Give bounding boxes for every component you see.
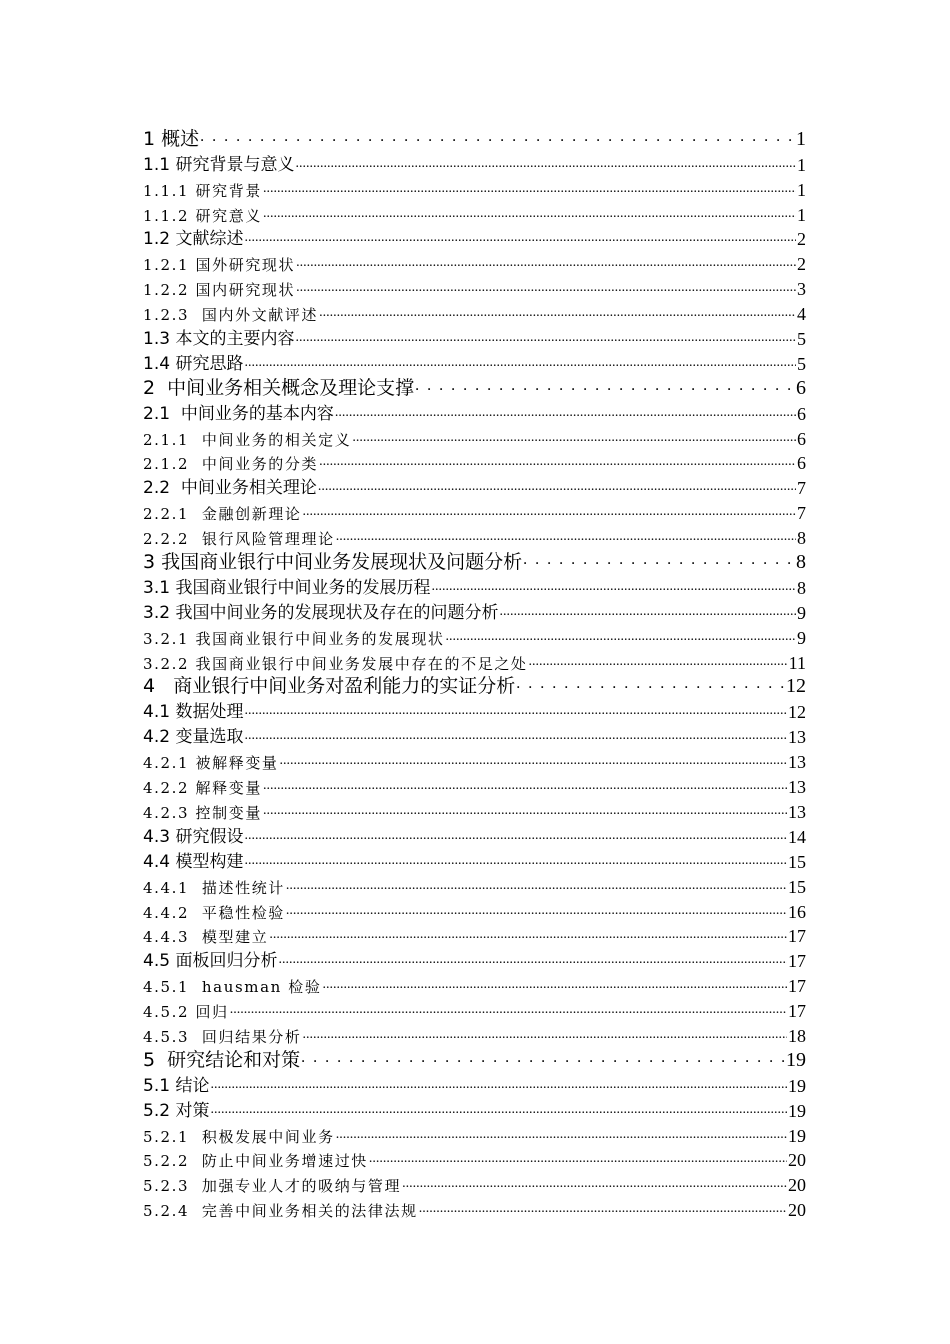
toc-entry-page-number: 20 [788, 1200, 806, 1221]
toc-entry-page-number: 13 [788, 801, 806, 822]
toc-dot-leader [210, 1103, 787, 1117]
toc-entry-title: 1.1.1 研究背景 [143, 181, 262, 200]
toc-entry-level-3[interactable] [143, 896, 806, 921]
toc-dot-leader [244, 704, 787, 718]
toc-entry-title: 1.2.2 国内研究现状 [143, 281, 296, 300]
toc-entry-title: 3.2.1 我国商业银行中间业务的发展现状 [143, 629, 445, 648]
toc-dot-leader [402, 1177, 787, 1191]
toc-entry-title: 4.2.3 控制变量 [143, 803, 262, 822]
toc-entry-page-number: 19 [788, 1125, 806, 1146]
toc-dot-leader [352, 431, 796, 445]
toc-dot-leader [301, 1050, 785, 1066]
toc-entry-title: 3.2 我国中间业务的发展现状及存在的问题分析 [143, 602, 499, 623]
toc-dot-leader [319, 455, 796, 469]
toc-entry-level-2[interactable] [143, 597, 806, 622]
toc-entry-title: 2.2 中间业务相关理论 [143, 478, 317, 499]
toc-dot-leader [523, 552, 795, 568]
toc-entry-level-2[interactable] [143, 398, 806, 423]
toc-entry-level-1[interactable] [143, 373, 806, 398]
toc-entry-page-number: 5 [797, 329, 806, 350]
toc-entry-level-2[interactable] [143, 821, 806, 846]
toc-dot-leader [296, 256, 796, 270]
toc-entry-level-2[interactable] [143, 696, 806, 721]
toc-entry-page-number: 17 [788, 951, 806, 972]
toc-entry-title: 4.2.1 被解释变量 [143, 754, 279, 773]
toc-dot-leader [244, 231, 796, 245]
toc-entry-page-number: 6 [797, 453, 806, 474]
toc-entry-level-2[interactable] [143, 721, 806, 746]
toc-entry-page-number: 6 [796, 376, 806, 399]
toc-entry-page-number: 1 [796, 127, 806, 150]
toc-entry-page-number: 19 [788, 1075, 806, 1096]
toc-dot-leader [295, 157, 796, 171]
toc-entry-level-2[interactable] [143, 1095, 806, 1120]
toc-dot-leader [230, 1003, 787, 1017]
toc-dot-leader [369, 1152, 787, 1166]
toc-entry-title: 2.2.2 银行风险管理理论 [143, 530, 335, 549]
toc-entry-level-3[interactable] [143, 448, 806, 473]
toc-entry-page-number: 20 [788, 1150, 806, 1171]
toc-entry-level-1[interactable] [143, 1045, 806, 1070]
toc-entry-level-2[interactable] [143, 1070, 806, 1095]
toc-entry-title: 2 中间业务相关概念及理论支撑 [143, 376, 415, 399]
toc-entry-page-number: 13 [788, 752, 806, 773]
toc-dot-leader [516, 676, 785, 692]
toc-entry-level-2[interactable] [143, 348, 806, 373]
toc-entry-title: 1.2.1 国外研究现状 [143, 256, 296, 275]
toc-entry-title: 2.1 中间业务的基本内容 [143, 403, 334, 424]
toc-dot-leader [296, 281, 796, 295]
toc-entry-page-number: 11 [788, 652, 806, 673]
toc-entry-level-1[interactable] [143, 672, 806, 697]
toc-entry-page-number: 2 [797, 229, 806, 250]
toc-entry-title: 3.1 我国商业银行中间业务的发展历程 [143, 577, 431, 598]
toc-entry-title: 1.3 本文的主要内容 [143, 329, 295, 350]
toc-entry-title: 5 研究结论和对策 [143, 1048, 301, 1071]
toc-entry-level-3[interactable] [143, 522, 806, 547]
toc-entry-page-number: 1 [797, 204, 806, 225]
toc-entry-title: 5.2.3 加强专业人才的吸纳与管理 [143, 1177, 402, 1196]
toc-entry-page-number: 17 [788, 926, 806, 947]
toc-entry-level-3[interactable] [143, 796, 806, 821]
toc-entry-title: 4.5.3 回归结果分析 [143, 1027, 302, 1046]
toc-entry-page-number: 8 [796, 551, 806, 574]
toc-entry-title: 3 我国商业银行中间业务发展现状及问题分析 [143, 551, 523, 574]
toc-entry-title: 1.2.3 国内外文献评述 [143, 306, 319, 325]
toc-dot-leader [415, 378, 795, 394]
toc-entry-title: 4.5 面板回归分析 [143, 951, 278, 972]
toc-entry-level-3[interactable] [143, 771, 806, 796]
toc-dot-leader [210, 1078, 787, 1092]
toc-dot-leader [295, 331, 796, 345]
toc-dot-leader [318, 480, 796, 494]
toc-entry-page-number: 19 [788, 1100, 806, 1121]
toc-entry-level-3[interactable] [143, 174, 806, 199]
toc-entry-page-number: 5 [797, 353, 806, 374]
toc-dot-leader [336, 1128, 787, 1142]
toc-entry-level-2[interactable] [143, 846, 806, 871]
toc-entry-title: 2.2.1 金融创新理论 [143, 505, 302, 524]
toc-dot-leader [263, 779, 787, 793]
toc-entry-page-number: 1 [797, 179, 806, 200]
toc-entry-level-3[interactable] [143, 921, 806, 946]
toc-entry-title: 4.1 数据处理 [143, 702, 244, 723]
toc-dot-leader [319, 306, 796, 320]
toc-dot-leader [278, 953, 787, 967]
toc-entry-title: 4.4 模型构建 [143, 851, 244, 872]
toc-dot-leader [499, 605, 796, 619]
toc-entry-page-number: 3 [797, 279, 806, 300]
toc-entry-level-3[interactable] [143, 298, 806, 323]
toc-entry-page-number: 6 [797, 428, 806, 449]
toc-dot-leader [263, 804, 787, 818]
toc-entry-level-2[interactable] [143, 224, 806, 249]
toc-entry-level-1[interactable] [143, 124, 806, 149]
toc-entry-page-number: 15 [788, 851, 806, 872]
toc-entry-level-2[interactable] [143, 945, 806, 970]
toc-entry-level-3[interactable] [143, 1194, 806, 1219]
toc-entry-title: 5.2.1 积极发展中间业务 [143, 1127, 335, 1146]
toc-dot-leader [200, 129, 795, 145]
toc-dot-leader [286, 904, 787, 918]
toc-dot-leader [244, 829, 787, 843]
toc-dot-leader [303, 1028, 787, 1042]
toc-entry-page-number: 13 [788, 727, 806, 748]
toc-entry-level-3[interactable] [143, 1020, 806, 1045]
toc-entry-page-number: 1 [797, 154, 806, 175]
toc-entry-page-number: 19 [786, 1048, 806, 1071]
toc-entry-page-number: 17 [788, 1001, 806, 1022]
toc-entry-level-2[interactable] [143, 323, 806, 348]
toc-dot-leader [286, 879, 787, 893]
toc-entry-page-number: 16 [788, 901, 806, 922]
toc-entry-title: 4 商业银行中间业务对盈利能力的实证分析 [143, 675, 516, 698]
toc-entry-level-3[interactable] [143, 647, 806, 672]
toc-entry-title: 4.4.2 平稳性检验 [143, 903, 285, 922]
toc-entry-level-2[interactable] [143, 149, 806, 174]
table-of-contents [143, 124, 806, 1219]
toc-entry-level-3[interactable] [143, 995, 806, 1020]
toc-entry-level-2[interactable] [143, 472, 806, 497]
toc-entry-title: 1.1 研究背景与意义 [143, 154, 295, 175]
toc-entry-page-number: 2 [797, 254, 806, 275]
toc-entry-title: 1.2 文献综述 [143, 229, 244, 250]
toc-dot-leader [335, 406, 796, 420]
toc-dot-leader [431, 580, 796, 594]
toc-entry-page-number: 17 [788, 976, 806, 997]
toc-entry-title: 4.3 研究假设 [143, 826, 244, 847]
toc-entry-level-3[interactable] [143, 746, 806, 771]
toc-entry-title: 1.1.2 研究意义 [143, 206, 262, 225]
toc-dot-leader [322, 978, 787, 992]
toc-dot-leader [269, 928, 787, 942]
toc-entry-page-number: 8 [797, 577, 806, 598]
toc-entry-level-3[interactable] [143, 622, 806, 647]
toc-entry-level-2[interactable] [143, 572, 806, 597]
toc-dot-leader [244, 854, 787, 868]
toc-entry-title: 1.4 研究思路 [143, 353, 244, 374]
toc-entry-page-number: 12 [788, 702, 806, 723]
toc-dot-leader [446, 630, 796, 644]
toc-entry-level-3[interactable] [143, 1145, 806, 1170]
toc-entry-page-number: 4 [797, 304, 806, 325]
toc-entry-page-number: 14 [788, 826, 806, 847]
toc-entry-page-number: 13 [788, 777, 806, 798]
toc-entry-level-3[interactable] [143, 423, 806, 448]
toc-entry-page-number: 9 [797, 602, 806, 623]
toc-entry-title: 4.2.2 解释变量 [143, 779, 262, 798]
toc-dot-leader [244, 729, 787, 743]
toc-entry-page-number: 9 [797, 627, 806, 648]
toc-entry-title: 5.2.2 防止中间业务增速过快 [143, 1152, 368, 1171]
toc-entry-level-3[interactable] [143, 273, 806, 298]
toc-dot-leader [419, 1202, 787, 1216]
toc-entry-title: 5.2.4 完善中间业务相关的法律法规 [143, 1202, 418, 1221]
toc-entry-level-3[interactable] [143, 871, 806, 896]
toc-entry-title: 2.1.1 中间业务的相关定义 [143, 430, 352, 449]
toc-entry-page-number: 20 [788, 1175, 806, 1196]
toc-entry-level-3[interactable] [143, 1120, 806, 1145]
toc-entry-title: 1 概述 [143, 127, 200, 150]
toc-dot-leader [263, 207, 796, 221]
toc-entry-level-3[interactable] [143, 1169, 806, 1194]
toc-dot-leader [336, 530, 796, 544]
toc-dot-leader [303, 505, 796, 519]
toc-entry-page-number: 15 [788, 876, 806, 897]
toc-entry-page-number: 12 [786, 675, 806, 698]
toc-entry-level-1[interactable] [143, 547, 806, 572]
toc-entry-page-number: 7 [797, 478, 806, 499]
toc-entry-page-number: 8 [797, 528, 806, 549]
toc-entry-level-3[interactable] [143, 970, 806, 995]
toc-entry-page-number: 7 [797, 503, 806, 524]
toc-entry-page-number: 6 [797, 403, 806, 424]
toc-entry-title: 5.2 对策 [143, 1100, 210, 1121]
toc-entry-title: 2.1.2 中间业务的分类 [143, 455, 319, 474]
toc-entry-title: 4.5.2 回归 [143, 1003, 229, 1022]
toc-entry-level-3[interactable] [143, 199, 806, 224]
toc-entry-title: 3.2.2 我国商业银行中间业务发展中存在的不足之处 [143, 654, 528, 673]
toc-entry-title: 4.4.3 模型建立 [143, 928, 269, 947]
toc-entry-title: 4.5.1 hausman 检验 [143, 978, 322, 997]
toc-entry-page-number: 18 [788, 1025, 806, 1046]
toc-entry-level-3[interactable] [143, 497, 806, 522]
toc-dot-leader [263, 182, 796, 196]
toc-dot-leader [529, 655, 788, 669]
toc-entry-title: 4.4.1 描述性统计 [143, 878, 285, 897]
toc-entry-title: 5.1 结论 [143, 1075, 210, 1096]
toc-entry-level-3[interactable] [143, 248, 806, 273]
toc-dot-leader [280, 754, 787, 768]
toc-entry-title: 4.2 变量选取 [143, 727, 244, 748]
toc-dot-leader [244, 356, 796, 370]
